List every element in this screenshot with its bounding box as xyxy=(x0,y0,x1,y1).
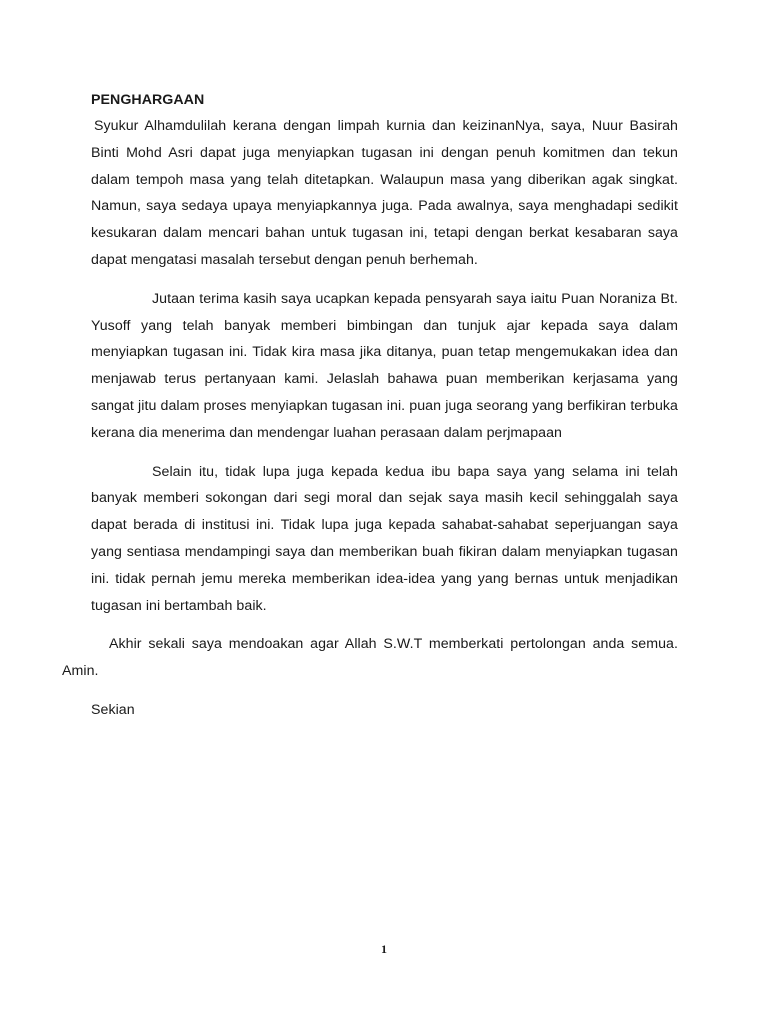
page-content xyxy=(62,90,678,724)
page-number: 1 xyxy=(381,942,387,956)
paragraph-closing-prayer: Akhir sekali saya mendoakan agar Allah S.W.T memberkati pertolongan anda semua. Amin. xyxy=(62,636,678,680)
page-heading: PENGHARGAAN xyxy=(91,92,205,108)
paragraph-lecturer-thanks: Jutaan terima kasih saya ucapkan kepada pensyarah saya iaitu Puan Noraniza Bt. Yusoff yang telah banyak memberi bimbingan dan tunjuk ajar kepada saya dalam menyiapkan tugasan ini. Tidak kira masa jika ditanya, puan tetap mengemukakan idea dan menjawab terus pertanyaan kami. Jelaslah bahawa puan memberikan kerjasama yang sangat jitu dalam proses menyiapkan tugasan ini. puan juga seorang yang berfikiran terbuka kerana dia menerima dan mendengar luahan perasaan dalam perjmapaan xyxy=(91,290,678,441)
closing-word: Sekian xyxy=(91,701,135,718)
paragraph-family-friends: Selain itu, tidak lupa juga kepada kedua ibu bapa saya yang selama ini telah banyak memberi sokongan dari segi moral dan sejak saya masih kecil sehinggalah saya dapat berada di institusi ini. Tidak lupa juga kepada sahabat-sahabat seperjuangan saya yang sentiasa mendampingi saya dan memberikan buah fikiran dalam menyiapkan tugasan ini. tidak pernah jemu mereka memberikan idea-idea yang yang bernas untuk menjadikan tugasan ini bertambah baik. xyxy=(91,463,678,614)
paragraph-gratitude: Syukur Alhamdulilah kerana dengan limpah kurnia dan keizinanNya, saya, Nuur Basirah Binti Mohd Asri dapat juga menyiapkan tugasan ini dengan penuh komitmen dan tekun dalam tempoh masa yang telah ditetapkan. Walaupun masa yang diberikan agak singkat. Namun, saya sedaya upaya menyiapkannya juga. Pada awalnya, saya menghadapi sedikit kesukaran dalam mencari bahan untuk tugasan ini, tetapi dengan berkat kesabaran saya dapat mengatasi masalah tersebut dengan penuh berhemah. xyxy=(91,118,678,268)
